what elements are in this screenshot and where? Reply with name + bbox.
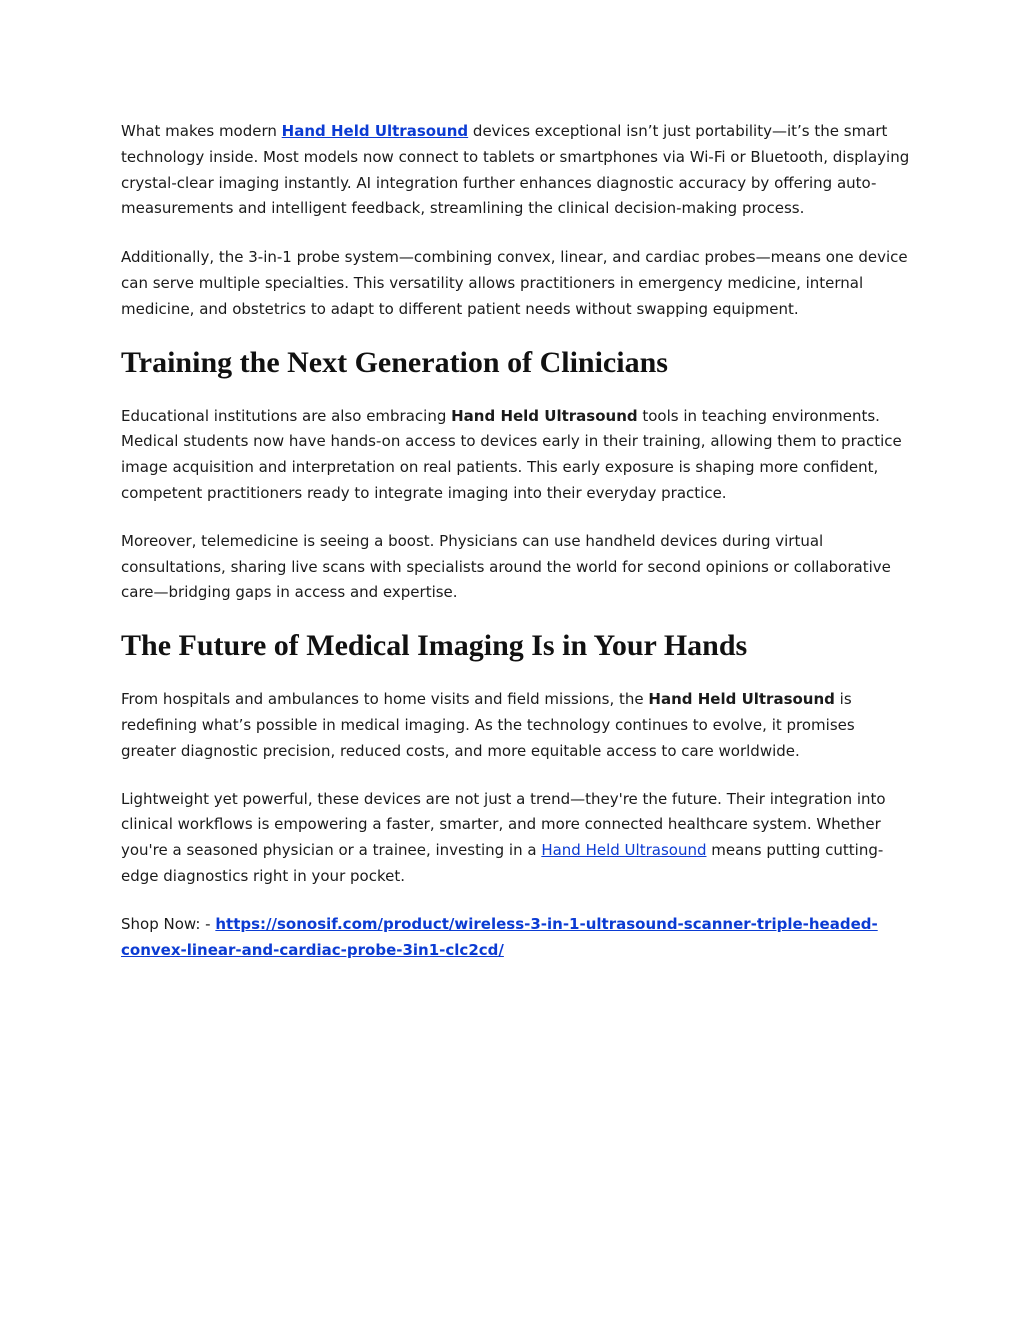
paragraph-probe-system: Additionally, the 3-in-1 probe system—combining convex, linear, and cardiac probes—means one device can serve multiple specialties. This versatility allows practitioners in emergency medicine, internal medicine, and obstetrics to adapt to different patient needs without swapping equipment. <box>121 248 908 318</box>
paragraph-text: What makes modern <box>121 122 282 140</box>
paragraph-text: means putting cutting-edge diagnostics right in your pocket. <box>121 841 884 885</box>
heading-training: Training the Next Generation of Clinicians <box>121 345 668 379</box>
paragraph-hospitals <box>121 687 911 764</box>
paragraph-text: Lightweight yet powerful, these devices are not just a trend—they're the future. Their integration into clinical workflows is empowering a faster, smarter, and more connected healthcare system. Whether you're a seasoned physician or a trainee, investing in a <box>121 789 886 860</box>
shop-now-label: Shop Now: - <box>121 914 216 933</box>
document-page <box>121 119 911 963</box>
hand-held-ultrasound-link[interactable]: Hand Held Ultrasound <box>281 122 469 140</box>
paragraph-telemedicine: Moreover, telemedicine is seeing a boost. Physicians can use handheld devices during virtual consultations, sharing live scans with specialists around the world for second opinions or collaborative care—bridging gaps in access and expertise. <box>121 531 891 602</box>
shop-now-link[interactable]: https://sonosif.com/product/wireless-3-in-1-ultrasound-scanner-triple-headed-convex-linear-and-cardiac-probe-3in1-clc2cd/ <box>121 914 878 959</box>
paragraph-text: Educational institutions are also embracing <box>121 406 452 425</box>
bold-term: Hand Held Ultrasound <box>648 690 835 709</box>
paragraph-text: is redefining what’s possible in medical imaging. As the technology continues to evolve, it promises greater diagnostic precision, reduced costs, and more equitable access to care worldwide. <box>121 690 855 760</box>
paragraph-text: From hospitals and ambulances to home visits and field missions, the <box>121 690 649 709</box>
paragraph-shop-now <box>121 912 911 964</box>
hand-held-ultrasound-link[interactable]: Hand Held Ultrasound <box>541 841 707 860</box>
paragraph-educational <box>121 404 911 507</box>
paragraph-smart-technology <box>121 119 911 222</box>
bold-term: Hand Held Ultrasound <box>451 406 638 425</box>
paragraph-text: tools in teaching environments. Medical students now have hands-on access to devices early in their training, allowing them to practice image acquisition and interpretation on real patients. This early exposure is shaping more confident, competent practitioners ready to integrate imaging into their everyday practice. <box>121 406 902 502</box>
paragraph-lightweight <box>121 787 911 890</box>
paragraph-text: devices exceptional isn’t just portability—it’s the smart technology inside. Most models now connect to tablets or smartphones via Wi-Fi or Bluetooth, displaying crystal-clear imaging instantly. AI integration further enhances diagnostic accuracy by offering auto-measurements and intelligent feedback, streamlining the clinical decision-making process. <box>121 122 910 218</box>
heading-future: The Future of Medical Imaging Is in Your Hands <box>121 629 748 663</box>
